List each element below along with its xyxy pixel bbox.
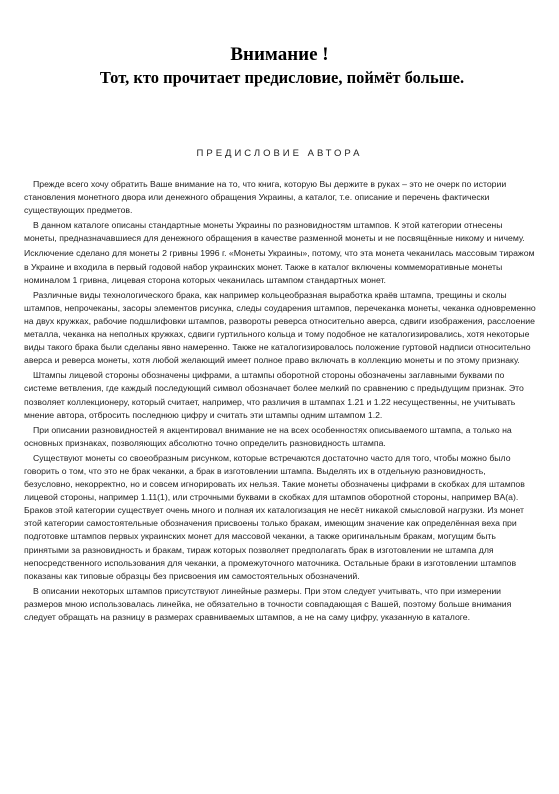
- page-title: Внимание !: [230, 44, 329, 65]
- paragraph: Исключение сделано для монеты 2 гривны 1996 г. «Монеты Украины», потому, что эта монета чеканилась массовым тиражом в Украине и входила в первый годовой набор украинских монет. Также в каталог включены коммеморативные монеты номиналом 1 гривна, лицевая сторона которых чеканилась штампом стандартных монет.: [24, 248, 535, 285]
- paragraph: В данном каталоге описаны стандартные монеты Украины по разновидностям штампов. К этой категории отнесены монеты, предназначавшиеся для денежного обращения в качестве разменной монеты и не посвящённые никому и ничему.: [24, 220, 525, 244]
- paragraph: Различные виды технологического брака, как например кольцеобразная выработка краёв штампа, трещины и сколы штампов, непрочеканы, засоры элементов рисунка, следы соударения штампов, перечеканка монеты, чеканка одновременно на двух кружках, рабочие подшлифовки штампов, развороты реверса относительно аверса, сдвиги изображения, расслоение металла, чеканка на неполных кружках, сдвиги гуртильного кольца и тому подобное не каталогизировались, хотя некоторые виды такого брака были сделаны явно намеренно. Также не каталогизировалось положение гуртовой надписи относительно аверса и реверса монеты, хотя любой желающий имеет полное право включать в коллекцию монеты и по этому признаку.: [24, 289, 536, 366]
- paragraph: В описании некоторых штампов присутствуют линейные размеры. При этом следует учитывать, что при измерении размеров мною использовалась линейка, не обязательно в точности совпадающая с Вашей, поэтому больше внимания следует обращать на разницу в размерах сравниваемых штампов, а не на саму цифру, указанную в каталоге.: [24, 585, 512, 622]
- page-subtitle: Тот, кто прочитает предисловие, поймёт больше.: [99, 68, 465, 87]
- section-heading: ПРЕДИСЛОВИЕ АВТОРА: [196, 148, 363, 159]
- preface-body: [24, 178, 536, 626]
- paragraph: При описании разновидностей я акцентировал внимание не на всех особенностях описываемого штампа, а только на основных признаках, позволяющих абсолютно точно определить разновидность штампа.: [24, 424, 512, 448]
- paragraph: Штампы лицевой стороны обозначены цифрами, а штампы оборотной стороны обозначены заглавными буквами по системе ветвления, где каждый последующий символ обозначает более мелкий по сравнению с предыдущим признак. Это позволяет коллекционеру, который считает, например, что различия в штампах 1.21 и 1.22 несущественны, не учитывать мнение автора, отбросить последнюю цифру и считать эти штампы одним штампом 1.2.: [24, 370, 524, 420]
- paragraph: Прежде всего хочу обратить Ваше внимание на то, что книга, которую Вы держите в руках – это не очерк по истории становления монетного двора или денежного обращения Украины, а каталог, т.е. описание и перечень фактически существующих предметов.: [24, 179, 507, 216]
- paragraph: Существуют монеты со своеобразным рисунком, которые встречаются достаточно часто для того, чтобы можно было говорить о том, что это не брак чеканки, а брак в изготовлении штампа. Выделять их в отдельную разновидность, безусловно, некорректно, но и совсем игнорировать их нельзя. Такие монеты обозначены цифрами в скобках для штампов лицевой стороны, например 1.11(1), или строчными буквами в скобках для штампов оборотной стороны, например BA(a). Браков этой категории существует очень много и полная их каталогизация не несёт никакой смысловой нагрузки. Из монет этой категории самостоятельные обозначения присвоены только бракам, имеющим значение как определённая веха при подготовке штампов первых украинских монет для массовой чеканки, а также оригинальным бракам, могущим быть принятыми за разновидность и бракам, тираж которых позволяет предполагать брак в изготовлении не штампа для непосредственного использования для чеканки, а промежуточного маточника. Остальные браки в изготовлении штампов показаны как типовые образцы без присвоения им самостоятельных обозначений.: [24, 452, 525, 581]
